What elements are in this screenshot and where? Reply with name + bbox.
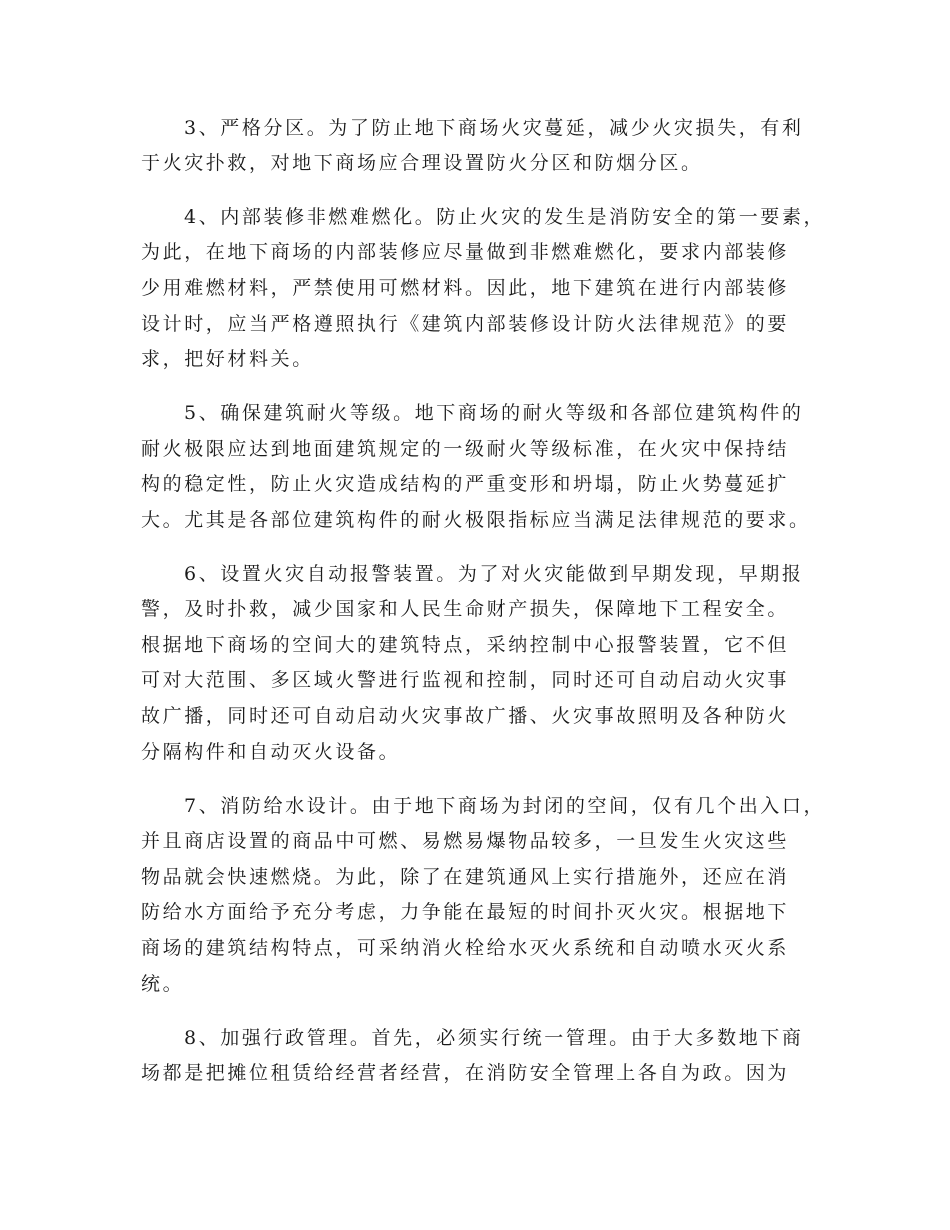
text-line: 分隔构件和自动灭火设备。 [141,741,401,763]
text-line: 并且商店设置的商品中可燃、易燃易爆物品较多，一旦发生火灾这些 [141,830,790,852]
text-line: 8、加强行政管理。首先，必须实行统一管理。由于大多数地下商 [184,1027,804,1049]
text-line: 警，及时扑救，减少国家和人民生命财产损失，保障地下工程安全。 [141,598,790,620]
text-line: 为此，在地下商场的内部装修应尽量做到非燃难燃化，要求内部装修 [141,241,790,263]
text-line: 少用难燃材料，严禁使用可燃材料。因此，地下建筑在进行内部装修 [141,277,790,299]
text-line: 故广播，同时还可自动启动火灾事故广播、火灾事故照明及各种防火 [141,705,790,727]
text-line: 耐火极限应达到地面建筑规定的一级耐火等级标准，在火灾中保持结 [141,438,790,460]
text-line: 可对大范围、多区域火警进行监视和控制，同时还可自动启动火灾事 [141,669,790,691]
text-line: 大。尤其是各部位建筑构件的耐火极限指标应当满足法律规范的要求。 [141,509,811,531]
text-line: 防给水方面给予充分考虑，力争能在最短的时间扑灭火灾。根据地下 [141,901,790,923]
text-line: 商场的建筑结构特点，可采纳消火栓给水灭火系统和自动喷水灭火系 [141,937,790,959]
text-line: 场都是把摊位租赁给经营者经营，在消防安全管理上各自为政。因为 [141,1062,790,1084]
text-line: 于火灾扑救，对地下商场应合理设置防火分区和防烟分区。 [141,152,703,174]
text-line: 求，把好材料关。 [141,348,314,370]
text-line: 统。 [141,973,185,995]
text-line: 5、确保建筑耐火等级。地下商场的耐火等级和各部位建筑构件的 [184,402,804,424]
text-line: 4、内部装修非燃难燃化。防止火灾的发生是消防安全的第一要素， [184,206,826,228]
text-line: 物品就会快速燃烧。为此，除了在建筑通风上实行措施外，还应在消 [141,866,790,888]
text-line: 3、严格分区。为了防止地下商场火灾蔓延，减少火灾损失，有利 [184,117,804,139]
text-line: 根据地下商场的空间大的建筑特点，采纳控制中心报警装置，它不但 [141,634,790,656]
text-line: 6、设置火灾自动报警装置。为了对火灾能做到早期发现，早期报 [184,563,804,585]
text-line: 构的稳定性，防止火灾造成结构的严重变形和坍塌，防止火势蔓延扩 [141,473,790,495]
text-line: 设计时，应当严格遵照执行《建筑内部装修设计防火法律规范》的要 [141,313,790,335]
text-line: 7、消防给水设计。由于地下商场为封闭的空间，仅有几个出入口， [184,795,826,817]
